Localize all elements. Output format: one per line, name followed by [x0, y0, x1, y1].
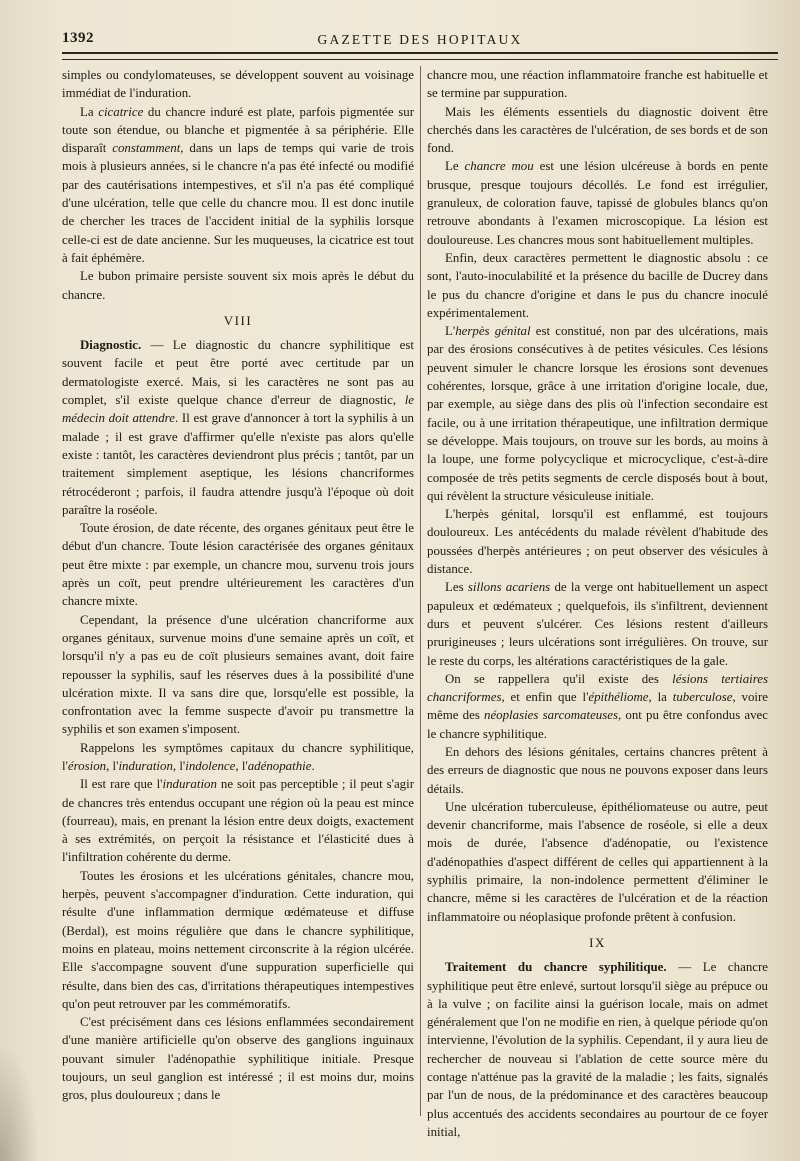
paragraph: [62, 519, 414, 610]
column-divider: [420, 66, 421, 1116]
text-run: , et enfin que l': [501, 690, 589, 705]
text-run: simples ou condylomateuses, se développent souvent au voisinage immédiat de l'induration.: [62, 68, 414, 101]
text-run: Enfin, deux caractères permettent le diagnostic absolu : ce sont, l'auto-inoculabilité et la présence du bacille de Ducrey dans le pus du chancre d'origine et dans le pus du chancre inoculé expérimentalement.: [427, 250, 768, 320]
text-run: , l': [172, 758, 186, 773]
journal-title: GAZETTE DES HOPITAUX: [317, 32, 523, 47]
paragraph: [62, 611, 414, 739]
paragraph: [427, 249, 768, 322]
text-run: , dans un laps de temps qui varie de trois mois à plusieurs années, si le chancre n'a pas été infecté ou modifié par des cautérisations intempestives, et s'il n'a pas été compliqué d'une ulcération, telle que celle du chancre mou. Il est donc inutile de chercher les traces de l'accident initial de la syphilis lorsque celle-ci est de date ancienne. Sur les muqueuses, la cicatrice est tout à fait éphémère.: [62, 141, 414, 265]
italic-text: induration: [162, 777, 217, 792]
paragraph: [62, 867, 414, 1013]
paragraph: [427, 157, 768, 248]
text-run: de la verge ont habituellement un aspect papuleux et œdémateux ; quelquefois, ils s'infiltrent, deviennent durs et peuvent s'ulcérer. Ces lésions restent d'ailleurs prurigineuses ; leurs ulcérations sont irrégulières. On trouve, sur le reste du corps, les altérations caractéristiques de la gale.: [427, 580, 768, 668]
italic-text: tuberculose: [672, 690, 733, 705]
page-header: [62, 30, 778, 54]
paragraph: [427, 578, 768, 669]
italic-text: cicatrice: [98, 104, 144, 119]
text-run: , voire même des: [427, 690, 768, 723]
paragraph: [427, 322, 768, 505]
text-run: , l': [106, 758, 119, 773]
text-run: est une lésion ulcéreuse à bords en pente brusque, presque toujours décollés. Le fond est irrégulier, granuleux, de coloration fauve, tapissé de globules blancs qu'on retrouve abondants à l'examen microscopique. La lésion est douloureuse. Les chancres mous sont habituellement multiples.: [427, 159, 768, 247]
left-column: [62, 66, 414, 1141]
text-run: — Le chancre syphilitique peut être enlevé, surtout lorsqu'il siège au prépuce ou à la vulve ; on facilite ainsi la guérison locale, mais on admet généralement que l'on ne modifie en rien, à quelque période qu'on intervienne, l'évolution de la syphilis. Cependant, il y aura lieu de rechercher de nouveau si l'ablation de cette source mère du contage n'atténue pas la gravité de la maladie ; les faits, signalés par l'un de nous, de la prédominance et des caractères beaucoup plus accentués des accidents secondaires au pourtour de ce foyer initial,: [427, 960, 768, 1139]
section-heading: VIII: [223, 312, 253, 328]
text-run: du chancre induré est plate, parfois pigmentée sur toute son étendue, ou blanche et pigmentée à sa périphérie. Elle disparaît: [62, 104, 414, 156]
paragraph: [427, 66, 768, 103]
paragraph: [427, 958, 768, 1141]
italic-text: chancre mou: [464, 159, 534, 174]
paragraph: [62, 1013, 414, 1104]
text-run: Le bubon primaire persiste souvent six mois après le début du chancre.: [62, 269, 414, 302]
text-run: Mais les éléments essentiels du diagnostic doivent être cherchés dans les caractères de l'ulcération, de ses bords et de son fond.: [427, 104, 768, 156]
text-run: chancre mou, une réaction inflammatoire franche est habituelle et se termine par suppuration.: [427, 68, 768, 101]
text-run: Le: [445, 159, 465, 174]
paragraph: [427, 505, 768, 578]
paragraph: [62, 66, 414, 103]
text-run: Cependant, la présence d'une ulcération chancriforme aux organes génitaux, survenue moins d'une semaine après un coït, et lorsqu'il n'y a pas eu de coït plusieurs semaines avant, doit faire repousser la syphilis, sauf les réserves dues à la possibilité d'une ulcération mixte. Il va sans dire que, lorsqu'elle est possible, la confrontation avec la femme suspecte d'avoir pu transmettre la syphilis et son examen s'imposent.: [62, 612, 414, 737]
italic-text: sillons acariens: [467, 580, 551, 595]
text-run: Il est rare que l': [80, 777, 163, 792]
text-run: En dehors des lésions génitales, certains chancres prêtent à des erreurs de diagnostic que nous ne pouvons exposer dans leurs détails.: [427, 744, 768, 796]
page-number: 1392: [62, 30, 94, 46]
section-lead: Traitement du chancre syphilitique.: [445, 960, 667, 975]
right-column: [427, 66, 768, 1141]
paragraph: [427, 743, 768, 798]
italic-text: induration: [118, 758, 173, 773]
text-run: , l': [235, 758, 248, 773]
paragraph: [62, 267, 414, 304]
italic-text: le médecin doit attendre: [62, 393, 414, 426]
text-run: , la: [648, 690, 673, 705]
text-run: .: [311, 758, 315, 773]
paragraph: [427, 670, 768, 743]
text-run: Les: [445, 580, 468, 595]
header-rule: [62, 52, 778, 60]
italic-text: épithéliome: [588, 690, 649, 705]
paragraph: [62, 103, 414, 268]
text-run: On se rappellera qu'il existe des: [445, 671, 673, 686]
text-run: L'herpès génital, lorsqu'il est enflammé, est toujours douloureux. Les antécédents du malade révèlent d'habitude des poussées d'herpès antérieures ; on peut observer des vésicules à distance.: [427, 507, 768, 577]
italic-text: herpès génital: [455, 324, 531, 339]
text-run: L': [445, 324, 456, 339]
text-run: ne soit pas perceptible ; il peut s'agir de chancres très entendus occupant une région où la peau est mince (fourreau), mais, en prenant la lésion entre deux doigts, exactement à ses extrémités, on perçoit la résistance et l'élasticité dues à l'infiltration cohérente du derme.: [62, 777, 414, 865]
section-heading: IX: [589, 934, 606, 950]
italic-text: indolence: [185, 758, 236, 773]
text-run: , ont pu être confondus avec le chancre syphilitique.: [427, 708, 768, 741]
italic-text: érosion: [67, 758, 107, 773]
paragraph: [427, 103, 768, 158]
page-stain: [0, 1041, 40, 1161]
italic-text: néoplasies sarcomateuses: [484, 708, 618, 723]
paragraph: [62, 739, 414, 776]
paragraph: [427, 798, 768, 926]
text-run: C'est précisément dans ces lésions enflammées secondairement d'une manière artificielle qu'on observe des ganglions inguinaux pouvant simuler l'adénopathie syphilitique initiale. Presque toujours, un seul ganglion est intéressé ; il est moins dur, moins gros, plus douloureux ; dans le: [62, 1015, 414, 1103]
text-run: La: [80, 104, 99, 119]
paragraph: [62, 336, 414, 519]
section-lead: Diagnostic.: [80, 338, 142, 353]
text-run: est constitué, non par des ulcérations, mais par des érosions consécutives à de petites vésicules. Ces lésions peuvent simuler le chancre lorsque les érosions sont devenues cohérentes, lorsque, grâce à une irritation d'origine locale, due, par exemple, au siège dans des plis où l'infection secondaire est facile, ou à une irritation thérapeutique, une infiltration dermique se développe. Mais toujours, on trouve sur les bords, au moins à la loupe, une forme polycyclique et microcyclique, c'est-à-dire composée de très petits segments de cercle disposés bout à bout, qui révèlent la structure vésiculeuse initiale.: [427, 324, 768, 503]
text-run: Une ulcération tuberculeuse, épithéliomateuse ou autre, peut devenir chancriforme, mais l'absence de roséole, si elle a deux mois de durée, l'absence d'adénopatie, ou l'existence d'adénopathies d'aspect différent de celles qui appartiennent à la syphilis primaire, la non-indolence permettent d'éliminer le chancre, même si les caractères de l'ulcération et de la réaction inflammatoire ou néoplasique profonde prêtent à confusion.: [427, 799, 768, 924]
text-run: Toutes les érosions et les ulcérations génitales, chancre mou, herpès, peuvent s'accompagner d'induration. Cette induration, qui résulte d'une inflammation dermique œdémateuse et diffuse (Berdal), est moins régulière que dans le chancre syphilitique, moins en plateau, moins nettement circonscrite à la région ulcérée. Elle s'accompagne souvent d'une suppuration superficielle qui résulte, dans bien des cas, d'irritations thérapeutiques intempestives qu'on peut retrouver par les commémoratifs.: [62, 868, 414, 1011]
text-run: . Il est grave d'annoncer à tort la syphilis à un malade ; il est grave d'affirmer qu'elle n'existe pas alors qu'elle existe : tantôt, les caractères deviendront plus précis ; tantôt, par un traitement simplement aseptique, les lésions chancriformes rétrocéderont ; parfois, il faudra attendre jusqu'à l'époque où doit paraître la roséole.: [62, 411, 414, 517]
text-run: — Le diagnostic du chancre syphilitique est souvent facile et peut être porté avec certitude par un dermatologiste exercé. Mais, si les caractères ne sont pas au complet, s'il existe quelque chance d'erreur de diagnostic,: [62, 338, 414, 408]
paragraph: [62, 775, 414, 866]
italic-text: constamment: [112, 141, 181, 156]
text-run: Toute érosion, de date récente, des organes génitaux peut être le début d'un chancre. Toute lésion caractérisée des organes génitaux peut être mixte : par exemple, un chancre mou, survenu trois jours après un coït, peut prendre ultérieurement les caractères d'un chancre mixte.: [62, 521, 414, 609]
italic-text: adénopathie: [247, 758, 312, 773]
text-run: Rappelons les symptômes capitaux du chancre syphilitique, l': [62, 740, 414, 773]
italic-text: lésions tertiaires chancriformes: [427, 671, 768, 705]
